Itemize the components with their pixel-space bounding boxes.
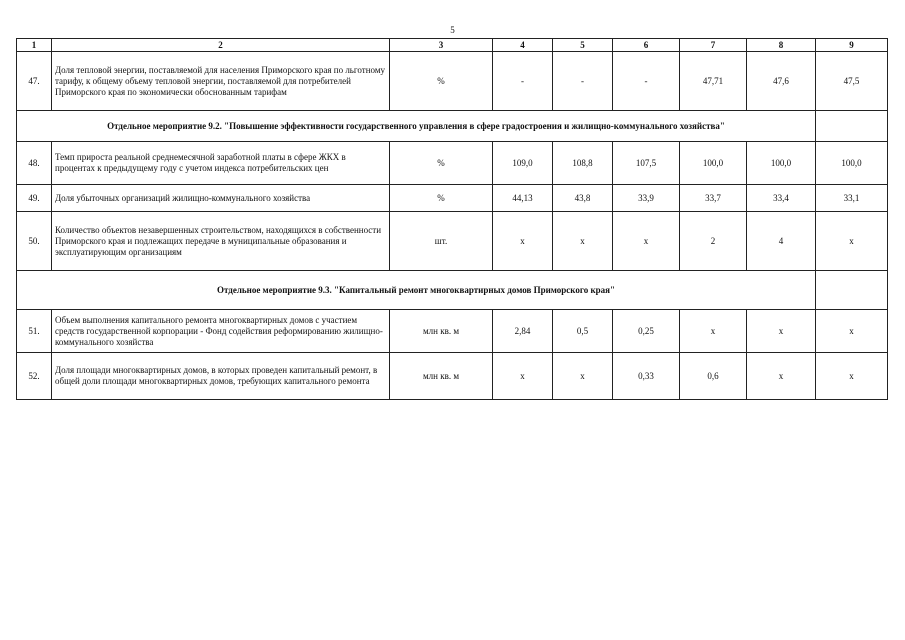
row-value: 47,5 bbox=[816, 52, 888, 111]
row-number: 49. bbox=[17, 185, 52, 212]
row-value: x bbox=[613, 212, 680, 271]
row-value: 43,8 bbox=[553, 185, 613, 212]
row-unit: % bbox=[390, 142, 493, 185]
header-row bbox=[17, 39, 888, 52]
table-row bbox=[17, 353, 888, 400]
row-number: 51. bbox=[17, 310, 52, 353]
row-description: Доля тепловой энергии, поставляемой для населения Приморского края по льготному тарифу, к общему объему тепловой энергии, поставляемой для потребителей Приморского края по экономически обоснованным тарифам bbox=[52, 52, 390, 111]
row-value: x bbox=[493, 353, 553, 400]
empty-cell bbox=[816, 271, 888, 310]
row-value: 33,7 bbox=[680, 185, 747, 212]
row-value: 108,8 bbox=[553, 142, 613, 185]
row-value: 2,84 bbox=[493, 310, 553, 353]
row-description: Темп прироста реальной среднемесячной заработной платы в сфере ЖКХ в процентах к предыдущему году с учетом индекса потребительских цен bbox=[52, 142, 390, 185]
row-value: 4 bbox=[747, 212, 816, 271]
row-value: x bbox=[816, 353, 888, 400]
row-unit: шт. bbox=[390, 212, 493, 271]
row-value: x bbox=[747, 353, 816, 400]
row-value: 44,13 bbox=[493, 185, 553, 212]
row-value: 33,4 bbox=[747, 185, 816, 212]
empty-cell bbox=[816, 111, 888, 142]
row-value: 0,6 bbox=[680, 353, 747, 400]
row-value: - bbox=[553, 52, 613, 111]
header-cell: 4 bbox=[493, 39, 553, 52]
row-number: 52. bbox=[17, 353, 52, 400]
table-row bbox=[17, 142, 888, 185]
row-value: x bbox=[816, 212, 888, 271]
row-value: 100,0 bbox=[680, 142, 747, 185]
row-value: 107,5 bbox=[613, 142, 680, 185]
section-row bbox=[17, 111, 888, 142]
row-value: x bbox=[553, 353, 613, 400]
row-value: 100,0 bbox=[747, 142, 816, 185]
section-row bbox=[17, 271, 888, 310]
row-value: 47,6 bbox=[747, 52, 816, 111]
row-description: Объем выполнения капитального ремонта многоквартирных домов с участием средств государственной корпорации - Фонд содействия реформированию жилищно-коммунального хозяйства bbox=[52, 310, 390, 353]
row-unit: млн кв. м bbox=[390, 310, 493, 353]
header-cell: 6 bbox=[613, 39, 680, 52]
row-value: 33,1 bbox=[816, 185, 888, 212]
row-unit: % bbox=[390, 52, 493, 111]
indicators-table bbox=[16, 38, 888, 400]
row-unit: % bbox=[390, 185, 493, 212]
row-value: 33,9 bbox=[613, 185, 680, 212]
section-title: Отдельное мероприятие 9.3. "Капитальный ремонт многоквартирных домов Приморского края" bbox=[17, 271, 816, 310]
row-value: 2 bbox=[680, 212, 747, 271]
row-description: Доля площади многоквартирных домов, в которых проведен капитальный ремонт, в общей доли площади многоквартирных домов, требующих капитального ремонта bbox=[52, 353, 390, 400]
table-row bbox=[17, 52, 888, 111]
row-value: x bbox=[680, 310, 747, 353]
header-cell: 8 bbox=[747, 39, 816, 52]
row-number: 50. bbox=[17, 212, 52, 271]
row-description: Количество объектов незавершенных строительством, находящихся в собственности Приморского края и подлежащих передаче в муниципальные образования и эксплуатирующим организациям bbox=[52, 212, 390, 271]
header-cell: 2 bbox=[52, 39, 390, 52]
row-value: - bbox=[613, 52, 680, 111]
row-number: 47. bbox=[17, 52, 52, 111]
header-cell: 1 bbox=[17, 39, 52, 52]
row-value: x bbox=[553, 212, 613, 271]
page-number: 5 bbox=[450, 25, 455, 35]
row-value: x bbox=[816, 310, 888, 353]
row-value: 0,33 bbox=[613, 353, 680, 400]
row-value: 109,0 bbox=[493, 142, 553, 185]
row-value: 0,25 bbox=[613, 310, 680, 353]
row-value: x bbox=[493, 212, 553, 271]
row-value: 100,0 bbox=[816, 142, 888, 185]
header-cell: 5 bbox=[553, 39, 613, 52]
table-row bbox=[17, 185, 888, 212]
row-value: - bbox=[493, 52, 553, 111]
row-description: Доля убыточных организаций жилищно-коммунального хозяйства bbox=[52, 185, 390, 212]
header-cell: 9 bbox=[816, 39, 888, 52]
row-value: 47,71 bbox=[680, 52, 747, 111]
section-title: Отдельное мероприятие 9.2. "Повышение эффективности государственного управления в сфере градостроения и жилищно-коммунального хозяйства" bbox=[17, 111, 816, 142]
table-row bbox=[17, 310, 888, 353]
header-cell: 3 bbox=[390, 39, 493, 52]
row-value: x bbox=[747, 310, 816, 353]
row-value: 0,5 bbox=[553, 310, 613, 353]
header-cell: 7 bbox=[680, 39, 747, 52]
row-number: 48. bbox=[17, 142, 52, 185]
table-row bbox=[17, 212, 888, 271]
row-unit: млн кв. м bbox=[390, 353, 493, 400]
